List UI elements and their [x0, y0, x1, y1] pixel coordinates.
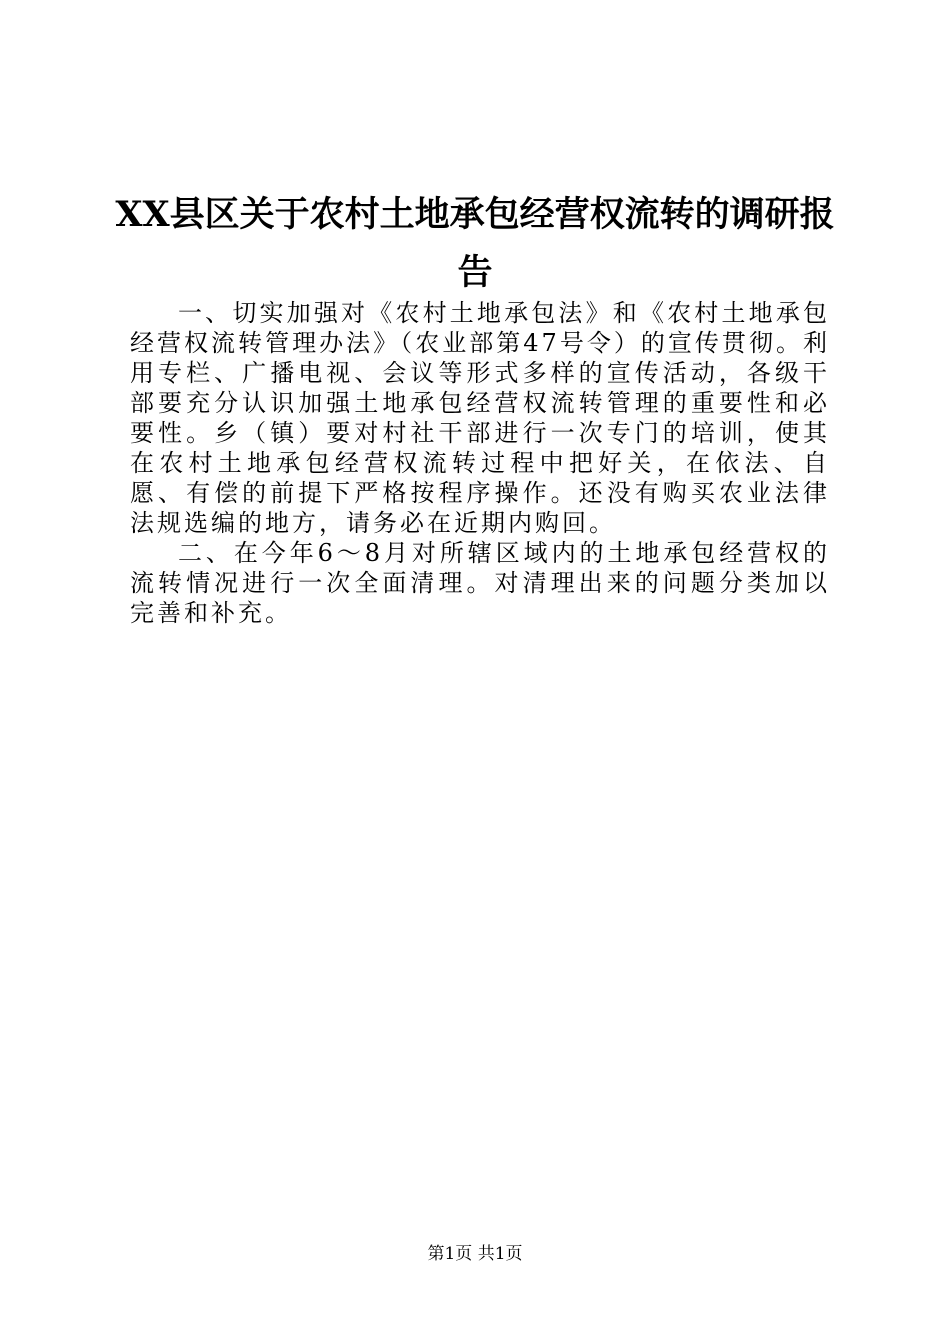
- paragraph-1: 一、切实加强对《农村土地承包法》和《农村土地承包经营权流转管理办法》（农业部第47号令）的宣传贯彻。利用专栏、广播电视、会议等形式多样的宣传活动，各级干部要充分认识加强土地承包经营权流转管理的重要性和必要性。乡（镇）要对村社干部进行一次专门的培训，使其在农村土地承包经营权流转过程中把好关，在依法、自愿、有偿的前提下严格按程序操作。还没有购买农业法律法规选编的地方，请务必在近期内购回。: [130, 299, 830, 537]
- document-title: XX县区关于农村土地承包经营权流转的调研报告: [115, 194, 835, 293]
- document-body: [130, 298, 830, 628]
- paragraph-2: 二、在今年6～8月对所辖区域内的土地承包经营权的流转情况进行一次全面清理。对清理出来的问题分类加以完善和补充。: [130, 539, 830, 627]
- page-footer: 第1页 共1页: [427, 1244, 523, 1264]
